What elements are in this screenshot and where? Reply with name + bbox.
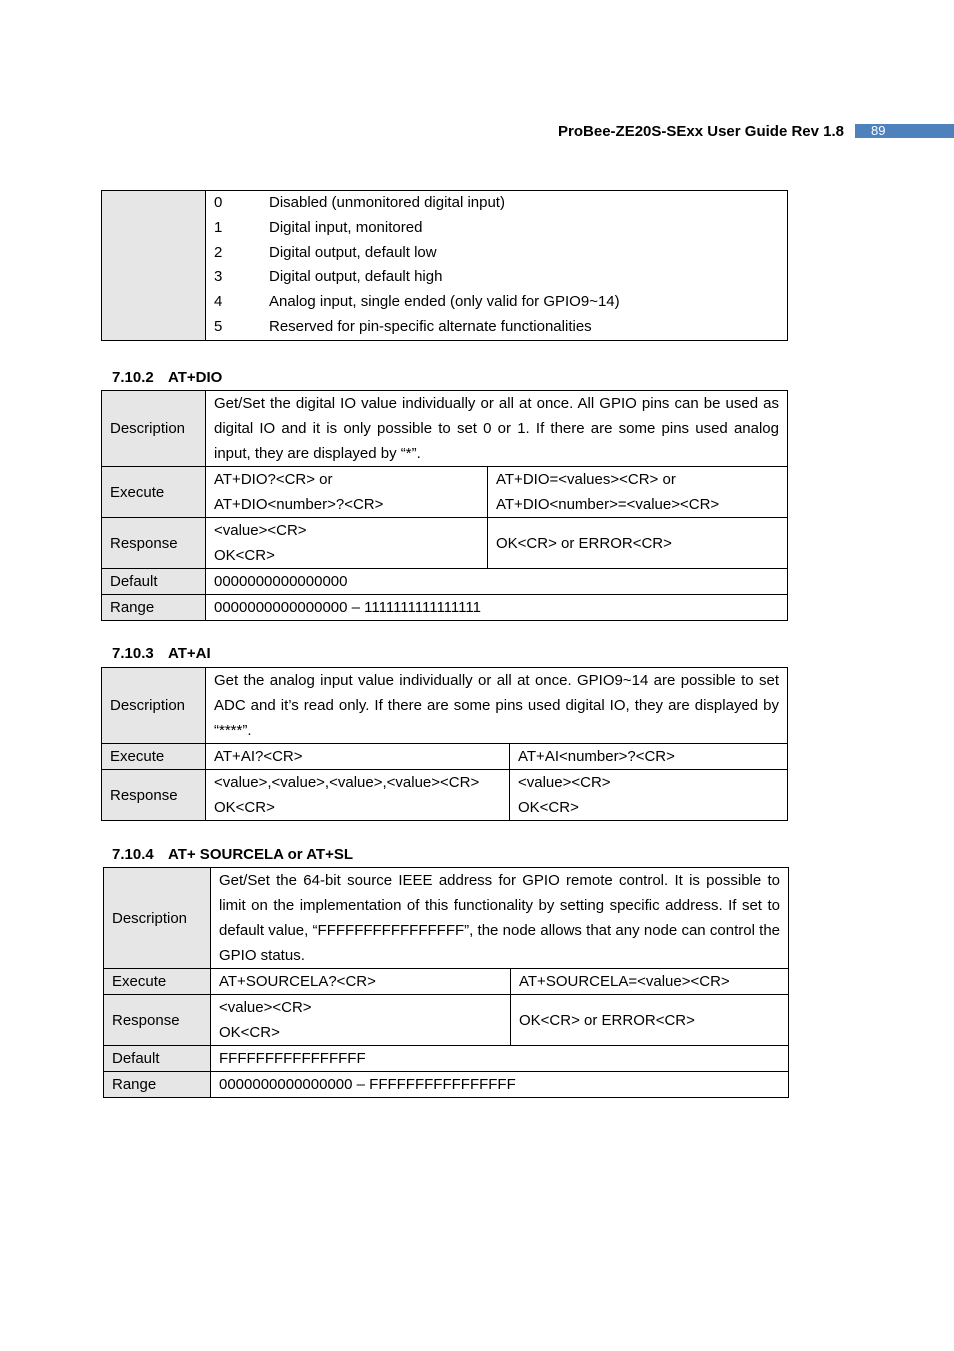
sourcela-execute-get: AT+SOURCELA?<CR> xyxy=(211,969,511,995)
dio-range: 0000000000000000 – 1111111111111111 xyxy=(206,595,788,621)
dio-command-table xyxy=(101,390,788,621)
label-execute: Execute xyxy=(102,744,206,770)
label-range: Range xyxy=(104,1072,211,1098)
sourcela-execute-set: AT+SOURCELA=<value><CR> xyxy=(511,969,789,995)
document-title: ProBee-ZE20S-SExx User Guide Rev 1.8 xyxy=(558,123,844,140)
gpio-options-table xyxy=(101,190,788,341)
sourcela-response-get: <value><CR> OK<CR> xyxy=(211,995,511,1046)
gpio-options-list xyxy=(206,191,788,341)
sourcela-default: FFFFFFFFFFFFFFFF xyxy=(211,1046,789,1072)
label-description: Description xyxy=(102,668,206,744)
dio-execute-set: AT+DIO=<values><CR> or AT+DIO<number>=<value><CR> xyxy=(488,467,788,518)
ai-response-one: <value><CR> OK<CR> xyxy=(510,770,788,821)
sourcela-response-set: OK<CR> or ERROR<CR> xyxy=(511,995,789,1046)
option-row: 3 Digital output, default high xyxy=(214,268,443,286)
ai-execute-all: AT+AI?<CR> xyxy=(206,744,510,770)
label-default: Default xyxy=(104,1046,211,1072)
ai-command-table xyxy=(101,667,788,821)
option-row: 4 Analog input, single ended (only valid for GPIO9~14) xyxy=(214,293,620,311)
label-description: Description xyxy=(104,868,211,969)
label-default: Default xyxy=(102,569,206,595)
option-row: 2 Digital output, default low xyxy=(214,243,437,261)
label-response: Response xyxy=(104,995,211,1046)
option-row: 5 Reserved for pin-specific alternate functionalities xyxy=(214,317,592,335)
sourcela-command-table xyxy=(103,867,789,1098)
dio-response-get: <value><CR> OK<CR> xyxy=(206,518,488,569)
dio-default: 0000000000000000 xyxy=(206,569,788,595)
label-range: Range xyxy=(102,595,206,621)
ai-execute-one: AT+AI<number>?<CR> xyxy=(510,744,788,770)
section-heading-dio: 7.10.2 AT+DIO xyxy=(112,369,223,386)
dio-description: Get/Set the digital IO value individually or all at once. All GPIO pins can be used as digital IO and it is only possible to set 0 or 1. If there are some pins used analog input, they are displayed by “*”. xyxy=(206,391,788,467)
dio-execute-get: AT+DIO?<CR> or AT+DIO<number>?<CR> xyxy=(206,467,488,518)
sourcela-range: 0000000000000000 – FFFFFFFFFFFFFFFF xyxy=(211,1072,789,1098)
option-row: 1 Digital input, monitored xyxy=(214,218,423,236)
label-response: Response xyxy=(102,518,206,569)
label-description: Description xyxy=(102,391,206,467)
ai-description: Get the analog input value individually or all at once. GPIO9~14 are possible to set ADC and it’s read only. If there are some pins used digital IO, they are displayed by “****”. xyxy=(206,668,788,744)
label-execute: Execute xyxy=(104,969,211,995)
page-header xyxy=(0,122,954,140)
empty-label-cell xyxy=(102,191,206,341)
label-response: Response xyxy=(102,770,206,821)
label-execute: Execute xyxy=(102,467,206,518)
dio-response-set: OK<CR> or ERROR<CR> xyxy=(488,518,788,569)
ai-response-all: <value>,<value>,<value>,<value><CR> OK<CR> xyxy=(206,770,510,821)
section-heading-sourcela: 7.10.4 AT+ SOURCELA or AT+SL xyxy=(112,846,354,863)
option-row: 0 Disabled (unmonitored digital input) xyxy=(214,194,505,211)
page-number: 89 xyxy=(855,124,954,138)
sourcela-description: Get/Set the 64-bit source IEEE address for GPIO remote control. It is possible to limit on the implementation of this functionality by setting specific address. If set to default value, “FFFFFFFFFFFFFFFF”, the node allows that any node can control the GPIO status. xyxy=(211,868,789,969)
section-heading-ai: 7.10.3 AT+AI xyxy=(112,645,211,662)
